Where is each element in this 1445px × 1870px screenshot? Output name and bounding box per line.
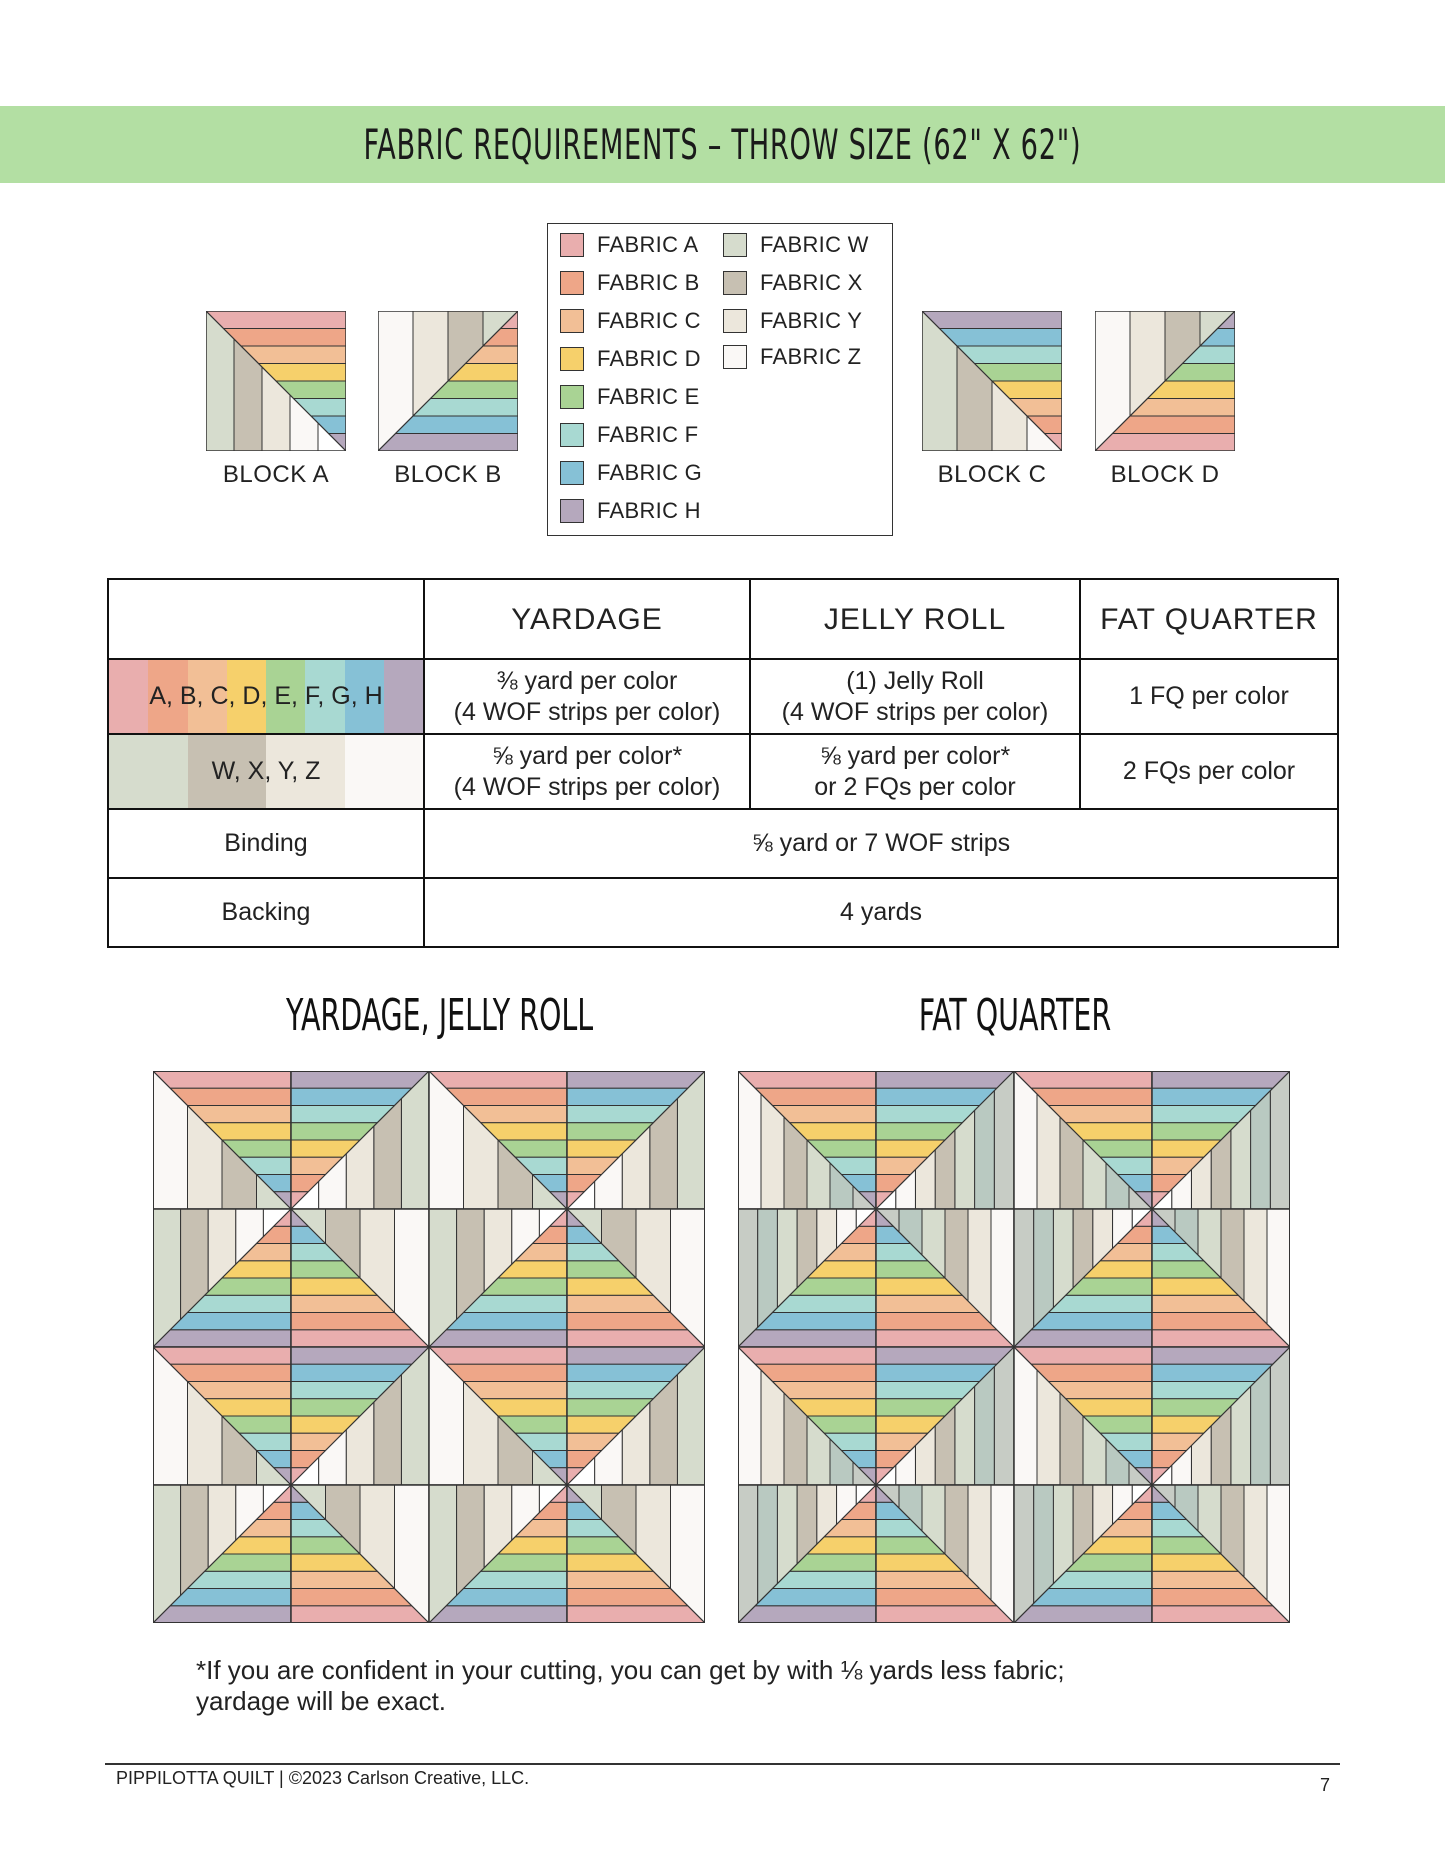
table-row bbox=[108, 878, 1338, 947]
table-row bbox=[108, 809, 1338, 878]
swatch-fabric-h bbox=[560, 499, 584, 523]
quilt-yardage-jelly-roll bbox=[153, 1071, 705, 1623]
quilt-fat-quarter bbox=[738, 1071, 1290, 1623]
block-d bbox=[1095, 311, 1235, 489]
block-d-diagram bbox=[1095, 311, 1235, 451]
swatch-fabric-a bbox=[560, 233, 584, 257]
table-cell: 2 FQs per color bbox=[1080, 734, 1338, 809]
table-header-cell: JELLY ROLL bbox=[750, 579, 1080, 659]
swatch-fabric-g bbox=[560, 461, 584, 485]
table-header-cell bbox=[108, 579, 424, 659]
legend-item: FABRIC B bbox=[560, 270, 700, 296]
table-row bbox=[108, 734, 1338, 809]
table-header-row bbox=[108, 579, 1338, 659]
legend-item: FABRIC Z bbox=[723, 344, 861, 370]
block-a bbox=[206, 311, 346, 489]
block-a-label: BLOCK A bbox=[222, 461, 330, 488]
page-number: 7 bbox=[1320, 1775, 1331, 1795]
table-cell: Binding bbox=[108, 809, 424, 878]
table-header-cell: FAT QUARTER bbox=[1080, 579, 1338, 659]
header-banner bbox=[0, 106, 1445, 183]
swatch-fabric-z bbox=[723, 345, 747, 369]
table-row bbox=[108, 659, 1338, 734]
table-cell: (1) Jelly Roll (4 WOF strips per color) bbox=[750, 659, 1080, 734]
footer-copyright: PIPPILOTTA QUILT | ©2023 Carlson Creative, LLC. bbox=[116, 1768, 530, 1788]
footnote: *If you are confident in your cutting, you can get by with ⅛ yards less fabric; yardage will be exact. bbox=[196, 1655, 1065, 1716]
legend-item: FABRIC C bbox=[560, 308, 701, 334]
fabric-legend bbox=[547, 223, 893, 536]
table-cell: ⅝ yard per color* or 2 FQs per color bbox=[750, 734, 1080, 809]
block-c-diagram bbox=[922, 311, 1062, 451]
legend-item: FABRIC Y bbox=[723, 308, 862, 334]
legend-item: FABRIC H bbox=[560, 498, 701, 524]
block-c-label: BLOCK C bbox=[937, 461, 1047, 488]
legend-item: FABRIC E bbox=[560, 384, 700, 410]
legend-item: FABRIC F bbox=[560, 422, 698, 448]
swatch-fabric-d bbox=[560, 347, 584, 371]
quilt-title-fat-quarter: FAT QUARTER bbox=[918, 990, 1112, 1041]
requirements-table bbox=[107, 578, 1339, 948]
table-cell: ⅜ yard per color (4 WOF strips per color) bbox=[424, 659, 750, 734]
swatch-fabric-c bbox=[560, 309, 584, 333]
swatch-fabric-w bbox=[723, 233, 747, 257]
legend-item: FABRIC G bbox=[560, 460, 702, 486]
table-cell: 1 FQ per color bbox=[1080, 659, 1338, 734]
table-cell: ⅝ yard per color* (4 WOF strips per color) bbox=[424, 734, 750, 809]
block-b-label: BLOCK B bbox=[394, 461, 502, 488]
table-cell: 4 yards bbox=[424, 878, 1338, 947]
swatch-fabric-e bbox=[560, 385, 584, 409]
swatch-fabric-f bbox=[560, 423, 584, 447]
table-header-cell: YARDAGE bbox=[424, 579, 750, 659]
legend-item: FABRIC A bbox=[560, 232, 698, 258]
swatch-fabric-x bbox=[723, 271, 747, 295]
legend-item: FABRIC D bbox=[560, 346, 701, 372]
swatch-fabric-b bbox=[560, 271, 584, 295]
swatch-fabric-y bbox=[723, 309, 747, 333]
table-cell: Backing bbox=[108, 878, 424, 947]
block-a-diagram bbox=[206, 311, 346, 451]
block-b bbox=[378, 311, 518, 489]
colors-cell: A, B, C, D, E, F, G, H bbox=[108, 659, 424, 734]
legend-item: FABRIC W bbox=[723, 232, 869, 258]
table-cell: ⅝ yard or 7 WOF strips bbox=[424, 809, 1338, 878]
block-b-diagram bbox=[378, 311, 518, 451]
page-title: FABRIC REQUIREMENTS – THROW SIZE (62" X 62") bbox=[363, 120, 1082, 169]
quilt-title-yardage: YARDAGE, JELLY ROLL bbox=[286, 990, 594, 1041]
legend-item: FABRIC X bbox=[723, 270, 863, 296]
colors-cell: W, X, Y, Z bbox=[108, 734, 424, 809]
block-d-label: BLOCK D bbox=[1110, 461, 1220, 488]
footer-divider bbox=[105, 1763, 1340, 1765]
block-c bbox=[922, 311, 1062, 489]
